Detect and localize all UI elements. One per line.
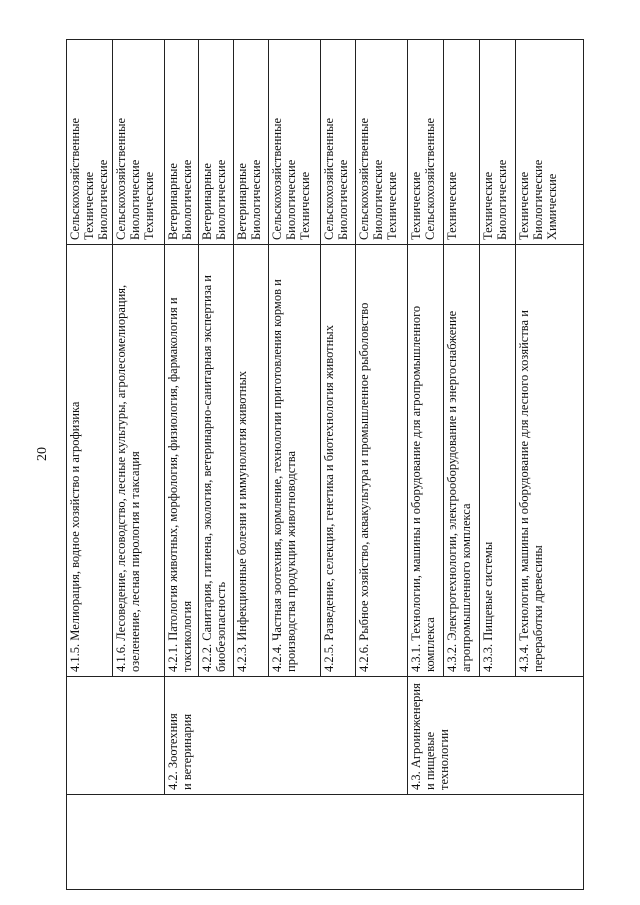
table-row <box>165 40 199 890</box>
science-branches-cell: Технические Сельскохозяйственные <box>408 40 444 245</box>
specialty-cell: 4.3.2. Электротехнологии, электрооборудование и энергоснабжение агропромышленного комплекса <box>444 245 480 677</box>
science-branches-cell: Сельскохозяйственные Биологические Технические <box>113 40 165 245</box>
group-code-cell <box>67 795 584 890</box>
page-number: 20 <box>35 447 50 461</box>
science-branches-cell: Технические Биологические <box>480 40 516 245</box>
science-branches-cell: Технические <box>444 40 480 245</box>
specialty-cell: 4.1.6. Лесоведение, лесоводство, лесные культуры, агролесомелиорация, озеленение, лесная пирология и таксация <box>113 245 165 677</box>
specialty-cell: 4.3.4. Технологии, машины и оборудование для лесного хозяйства и переработки древесины <box>516 245 584 677</box>
specialty-cell: 4.2.5. Разведение, селекция, генетика и биотехнология животных <box>321 245 356 677</box>
subgroup-cell: 4.2. Зоотехния и ветеринария <box>165 677 408 795</box>
table-row <box>67 40 113 890</box>
science-branches-cell: Ветеринарные Биологические <box>199 40 234 245</box>
specialties-table <box>66 39 584 890</box>
specialty-cell: 4.2.1. Патология животных, морфология, физиология, фармакология и токсикология <box>165 245 199 677</box>
science-branches-cell: Сельскохозяйственные Биологические Технические <box>356 40 408 245</box>
specialty-cell: 4.2.3. Инфекционные болезни и иммунология животных <box>234 245 269 677</box>
science-branches-cell: Технические Биологические Химические <box>516 40 584 245</box>
science-branches-cell: Ветеринарные Биологические <box>234 40 269 245</box>
science-branches-cell: Сельскохозяйственные Биологические Технические <box>269 40 321 245</box>
science-branches-cell: Ветеринарные Биологические <box>165 40 199 245</box>
science-branches-cell: Сельскохозяйственные Биологические <box>321 40 356 245</box>
science-branches-cell: Сельскохозяйственные Технические Биологические <box>67 40 113 245</box>
specialty-cell: 4.2.2. Санитария, гигиена, экология, ветеринарно-санитарная экспертиза и биобезопасность <box>199 245 234 677</box>
specialty-cell: 4.3.3. Пищевые системы <box>480 245 516 677</box>
specialty-cell: 4.1.5. Мелиорация, водное хозяйство и агрофизика <box>67 245 113 677</box>
specialty-cell: 4.2.4. Частная зоотехния, кормление, технологии приготовления кормов и производства продукции животноводства <box>269 245 321 677</box>
specialty-cell: 4.2.6. Рыбное хозяйство, аквакультура и промышленное рыболовство <box>356 245 408 677</box>
subgroup-cell: 4.3. Агроинженерия и пищевые технологии <box>408 677 584 795</box>
rotated-table-wrapper <box>66 40 584 890</box>
specialty-cell: 4.3.1. Технологии, машины и оборудование для агропромышленного комплекса <box>408 245 444 677</box>
table-row <box>408 40 444 890</box>
subgroup-cell <box>67 677 165 795</box>
